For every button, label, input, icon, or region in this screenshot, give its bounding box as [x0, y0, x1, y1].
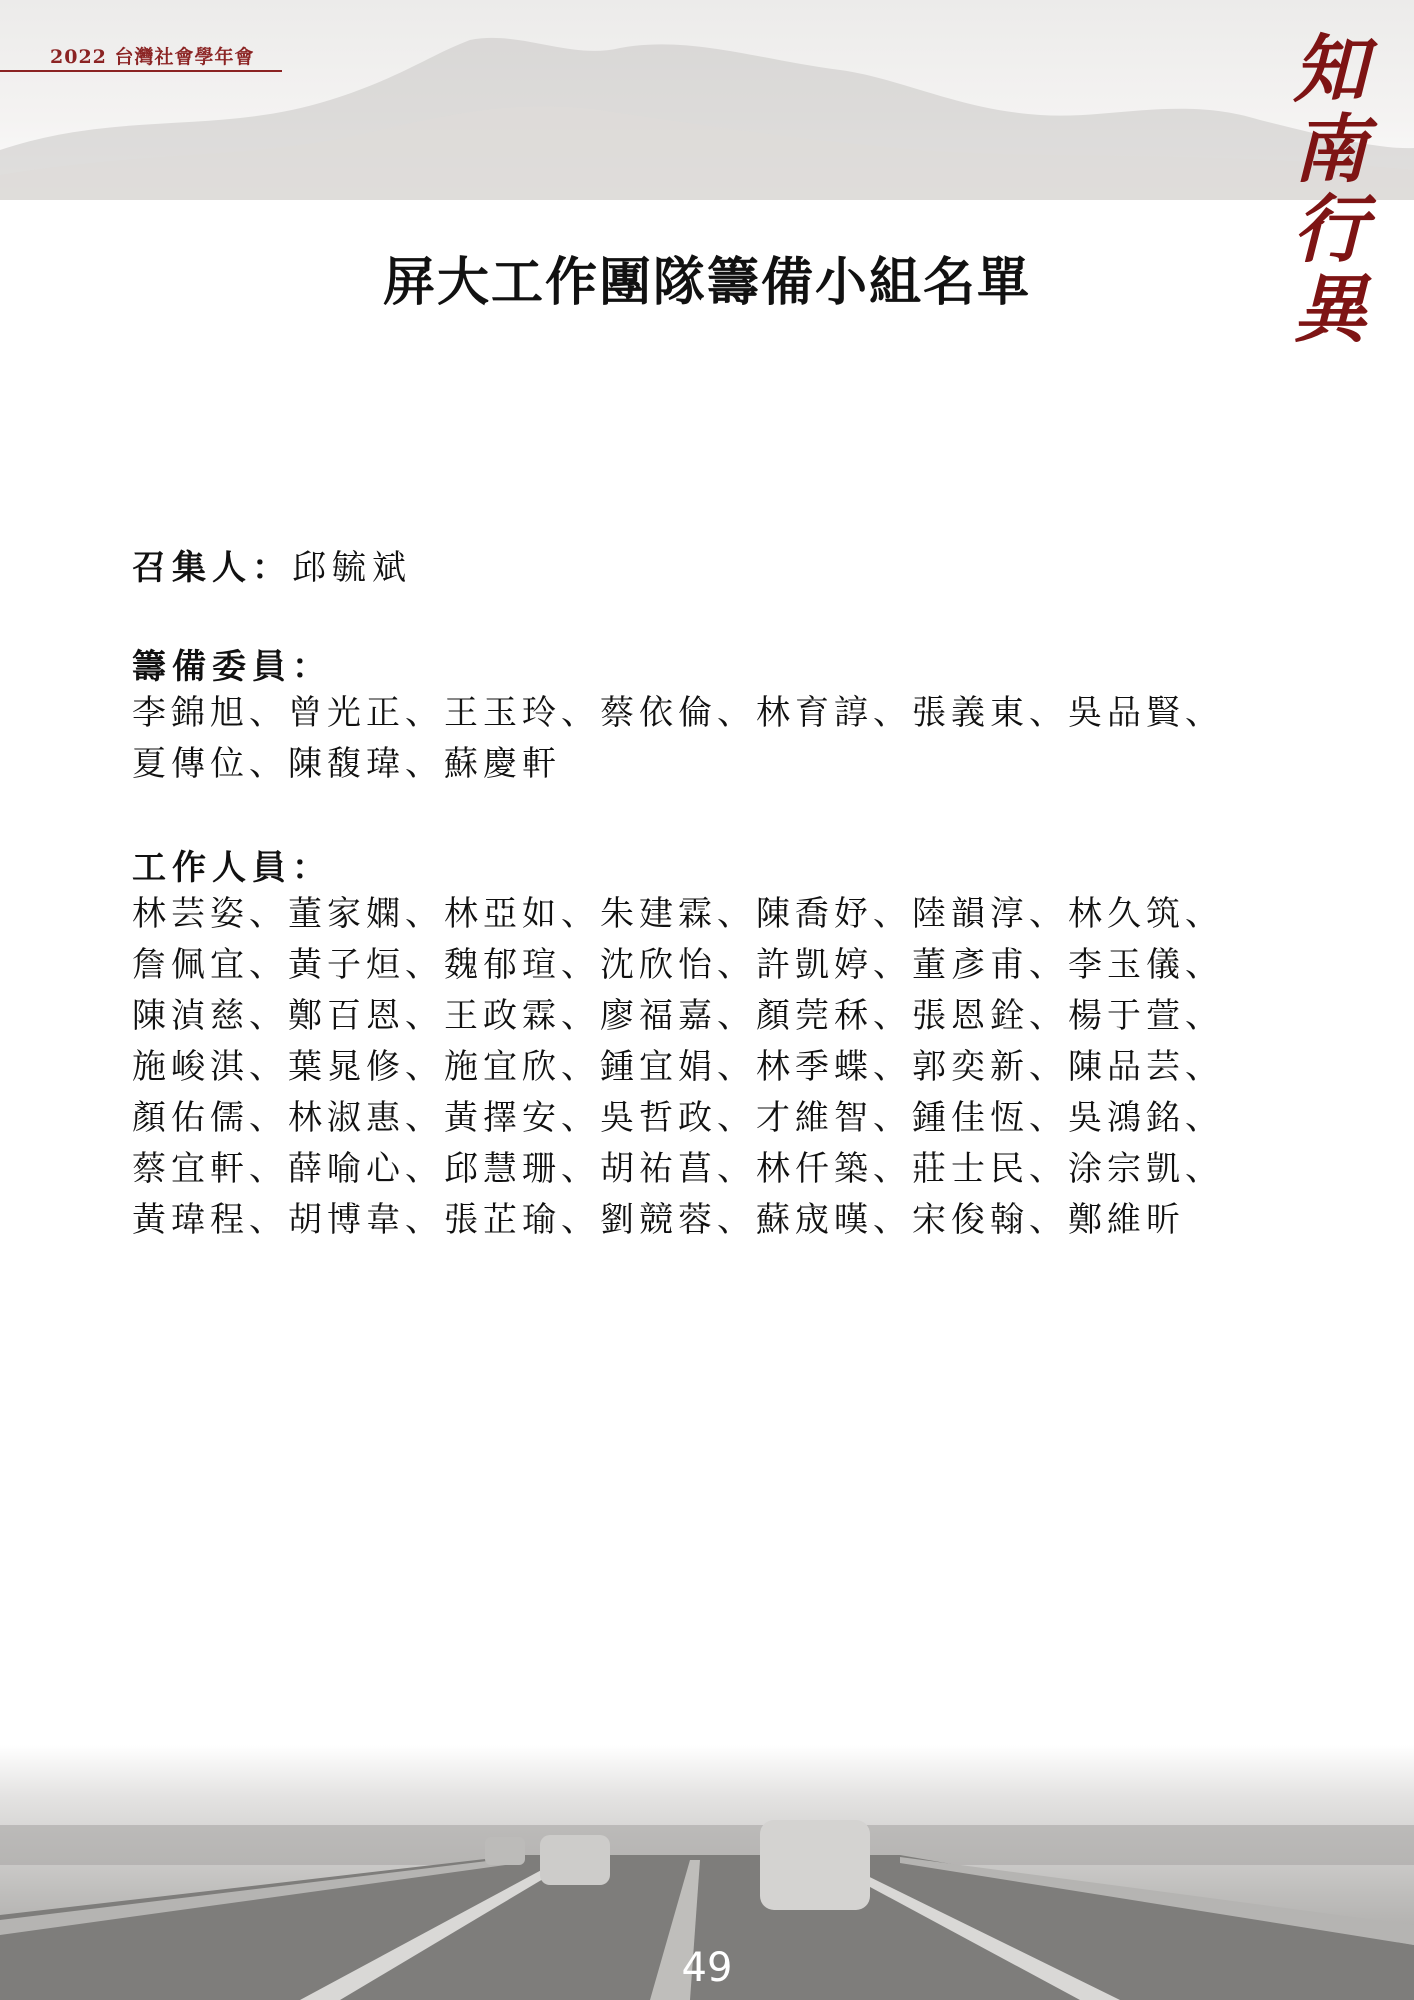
- names-line: 林芸姿、董家嫻、林亞如、朱建霖、陳喬妤、陸韻淳、林久筑、: [132, 894, 1224, 934]
- header-mountain-banner: [0, 0, 1414, 215]
- car: [485, 1837, 525, 1865]
- conference-label: 2022 台灣社會學年會: [50, 46, 255, 68]
- names-line: 顏佑儒、林淑惠、黃擇安、吳哲政、才維智、鍾佳恆、吳鴻銘、: [132, 1098, 1224, 1138]
- page-number: 49: [681, 1945, 733, 1991]
- convener-row: [132, 540, 1332, 589]
- spacer: [132, 589, 1332, 639]
- convener-name: 邱毓斌: [292, 548, 412, 588]
- names-line: 夏傳位、陳馥瑋、蘇慶軒: [132, 744, 561, 784]
- names-line: 施峻淇、葉晁修、施宜欣、鍾宜娟、林季蝶、郭奕新、陳品芸、: [132, 1047, 1224, 1087]
- names-line: 詹佩宜、黃子烜、魏郁瑄、沈欣怡、許凱婷、董彥甫、李玉儀、: [132, 945, 1224, 985]
- spacer: [132, 790, 1332, 840]
- calligraphy-char: 異: [1293, 267, 1367, 353]
- car: [540, 1835, 610, 1885]
- calligraphy-char: 行: [1293, 187, 1367, 273]
- staff-names: [132, 889, 1332, 1246]
- names-line: 陳湞慈、鄭百恩、王政霖、廖福嘉、顏莞秝、張恩銓、楊于萱、: [132, 996, 1224, 1036]
- names-line: 蔡宜軒、薛喻心、邱慧珊、胡祐菖、林仟築、莊士民、涂宗凱、: [132, 1149, 1224, 1189]
- calligraphy-char: 知: [1293, 27, 1367, 113]
- names-line: 黃瑋程、胡博韋、張芷瑜、劉競蓉、蘇宬暵、宋俊翰、鄭維昕: [132, 1200, 1185, 1240]
- staff-heading: 工作人員：: [132, 848, 332, 888]
- committee-names: [132, 688, 1332, 790]
- mountain-illustration: [0, 0, 1414, 215]
- convener-label: 召集人：: [132, 548, 292, 588]
- page-title: 屏大工作團隊籌備小組名單: [382, 252, 1031, 313]
- committee-heading: 籌備委員：: [132, 647, 332, 687]
- header-divider: [0, 70, 282, 72]
- member-list: [132, 540, 1332, 1246]
- car: [760, 1820, 870, 1910]
- calligraphy-char: 南: [1293, 107, 1367, 193]
- names-line: 李錦旭、曾光正、王玉玲、蔡依倫、林育諄、張義東、吳品賢、: [132, 693, 1224, 733]
